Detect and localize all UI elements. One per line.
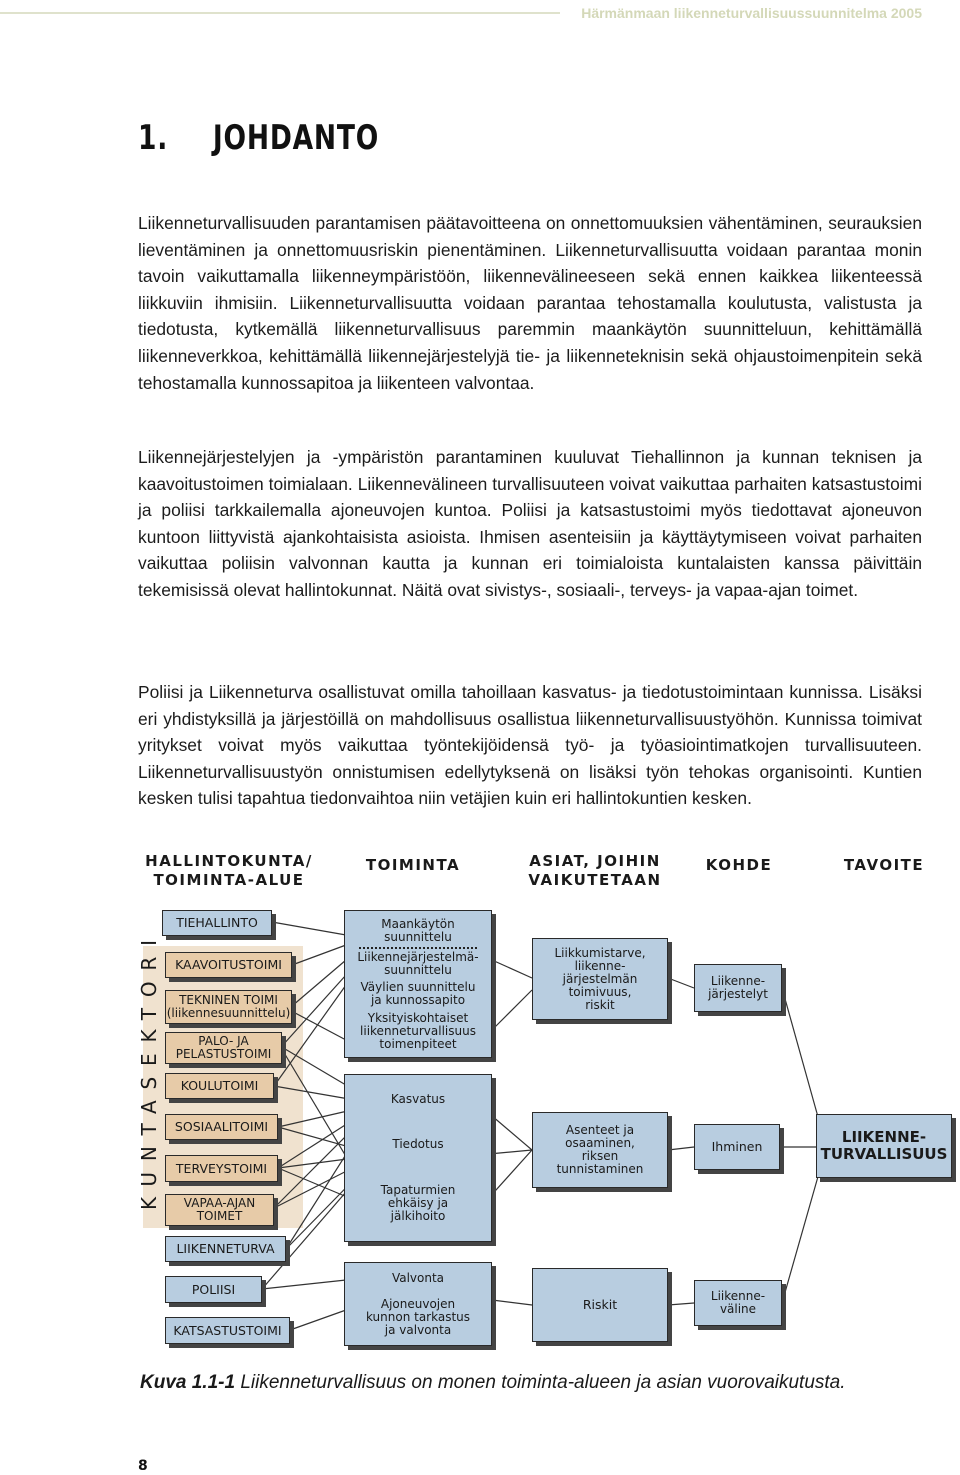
- caption-label: Kuva 1.1-1: [140, 1372, 236, 1393]
- box-liikennevaline: [694, 1280, 782, 1326]
- header-title: Härmänmaan liikenneturvallisuussuunnitelma 2005: [581, 5, 922, 21]
- connector: [492, 1300, 532, 1305]
- box-tekninen-toimi-label: TEKNINEN TOIMI (liikennesuunnittelu): [166, 992, 291, 1020]
- page-number: 8: [138, 1458, 148, 1474]
- box-liikenneturva-label: LIIKENNETURVA: [176, 1241, 275, 1256]
- box-terveystoimi-label: TERVEYSTOIMI: [175, 1160, 268, 1176]
- box-asenteet: [532, 1112, 668, 1188]
- box-sosiaalitoimi-label: SOSIAALITOIMI: [174, 1119, 269, 1134]
- connector: [668, 978, 694, 988]
- dotted-separator: [359, 947, 477, 949]
- paragraph-2: Liikennejärjestelyjen ja -ympäristön parantaminen kuuluvat Tiehallinnon ja kunnan teknisen ja kaavoitustoimen toimialaan. Liikennevälineen turvallisuuteen voivat vaikuttaa parhaiten katsastustoimi ja poliisi tarkkailemalla ajoneuvojen kuntoa. Poliisi ja katsastustoimi myös tiedottavat ajoneuvon kuntoon liittyvistä ajankohtaisista asioista. Ihmisen asenteisiin ja käyttäytymiseen voivat parhaiten vaikuttaa poliisin valvonnan kautta ja kunnan eri toimialoista kuntalaisten kanssa päivittäin tekemisissä olevat hallintokunnat. Näitä ovat sivistys-, sosiaali-, terveys- ja vapaa-ajan toimet.: [138, 447, 922, 600]
- asiat-riskit: Riskit: [582, 1297, 618, 1312]
- paragraph-1: Liikenneturvallisuuden parantamisen päätavoitteena on onnettomuuksien vähentäminen, seurauksien lieventäminen ja onnettomuusriskin pienentäminen. Liikenneturvallisuutta voidaan parantaa monin tavoin vaikuttamalla liikenneympäristöön, liikennevälineeseen sekä ennen kaikkea liikenteessä liikkuviin ihmisiin. Liikenneturvallisuutta voidaan parantaa tehostamalla koulutusta, valistusta ja tiedotusta, kytkemällä liikenneturvallisuus paremmin maankäytön suunnitteluun, kehittämällä liikenneverkkoa, kehittämällä liikennejärjestelyjä tie- ja liikenneteknisin sekä ohjaustoimenpitein sekä tehostamalla kunnossapitoa ja liikenteen valvontaa.: [138, 213, 922, 393]
- kohde-ihminen: Ihminen: [711, 1139, 763, 1154]
- kohde-liikennevaline: Liikenne- väline: [710, 1289, 766, 1316]
- box-liikkumistarve: [532, 938, 668, 1020]
- col-head-hallintokunta: HALLINTOKUNTA/ TOIMINTA-ALUE: [145, 852, 313, 889]
- box-kaavoitustoimi: [165, 952, 292, 978]
- box-ihminen: [694, 1124, 780, 1170]
- box-terveystoimi: [165, 1155, 278, 1182]
- box-koulutoimi: [165, 1073, 274, 1099]
- connector: [272, 922, 346, 935]
- box-tiehallinto: [162, 910, 272, 936]
- box-vapaa-ajan-toimet: [165, 1194, 274, 1226]
- box-liikennejarjestelyt: [694, 964, 782, 1012]
- box-sosiaalitoimi: [165, 1114, 278, 1140]
- box-tekninen-toimi: [165, 990, 292, 1024]
- box-poliisi-label: POLIISI: [191, 1281, 236, 1297]
- chapter-number: 1.: [138, 118, 169, 158]
- kohde-liikennejarjestelyt: Liikenne- järjestelyt: [708, 974, 768, 1001]
- connector: [262, 1280, 346, 1289]
- col-head-kohde: KOHDE: [705, 856, 773, 874]
- box-suunnittelu: [344, 910, 492, 1058]
- toiminta-vaylat: Väylien suunnittelu ja kunnossapito: [360, 979, 476, 1007]
- box-riskit: [532, 1268, 668, 1342]
- connector: [668, 1303, 694, 1305]
- figure-caption: [140, 1370, 920, 1395]
- connector: [292, 945, 346, 965]
- connector: [290, 1310, 346, 1330]
- box-palo-label: PALO- JA PELASTUSTOIMI: [175, 1033, 272, 1061]
- toiminta-maankaytto: Maankäytön suunnittelu: [381, 916, 455, 944]
- box-kaavoitustoimi-label: KAAVOITUSTOIMI: [175, 957, 282, 972]
- box-katsastustoimi: [165, 1317, 290, 1344]
- box-liikenneturvallisuus: [816, 1114, 952, 1178]
- box-katsastustoimi-label: KATSASTUSTOIMI: [173, 1322, 282, 1338]
- connector: [492, 960, 532, 978]
- toiminta-tiedotus: Tiedotus: [392, 1137, 444, 1152]
- chapter-title: JOHDANTO: [212, 118, 380, 158]
- box-vapaa-label: VAPAA-AJAN TOIMET: [183, 1195, 256, 1223]
- kuntasektori-label: KUNTASEKTORI: [137, 929, 161, 1210]
- caption-text: Liikenneturvallisuus on monen toiminta-alueen ja asian vuorovaikutusta.: [240, 1372, 846, 1393]
- asiat-liikkumistarve: Liikkumistarve, liikenne- järjestelmän toimivuus, riskit: [554, 945, 646, 1012]
- toiminta-valvonta: Valvonta: [391, 1270, 445, 1285]
- toiminta-yksityiskohtaiset: Yksityiskohtaiset liikenneturvallisuus toimenpiteet: [360, 1010, 476, 1051]
- toiminta-ajoneuvot: Ajoneuvojen kunnon tarkastus ja valvonta: [365, 1296, 471, 1337]
- toiminta-tapaturmat: Tapaturmien ehkäisy ja jälkihoito: [380, 1182, 456, 1223]
- box-valvonta: [344, 1262, 492, 1346]
- box-koulutoimi-label: KOULUTOIMI: [180, 1078, 259, 1093]
- col-head-asiat: ASIAT, JOIHIN VAIKUTETAAN: [528, 852, 662, 889]
- box-tiehallinto-label: TIEHALLINTO: [176, 915, 258, 930]
- connector: [292, 960, 346, 1006]
- box-palo-ja-pelastustoimi: [165, 1032, 282, 1064]
- box-poliisi: [165, 1276, 262, 1303]
- connector: [492, 990, 532, 1030]
- box-kasvatus-tiedotus: [344, 1074, 492, 1242]
- paragraph-3: Poliisi ja Liikenneturva osallistuvat omilla tahoillaan kasvatus- ja tiedotustoimintaan kunnissa. Lisäksi eri yhdistyksillä ja järjestöillä on mahdollisuus osallistua liikenneturvallisuustyöhön. Kunnissa toimivat yritykset voivat myös vaikuttaa työntekijöidensä työ- ja työasiointimatkojen turvallisuuteen. Liikenneturvallisuustyön onnistumisen edellytyksenä on lisäksi työn tehokas organisointi. Kuntien kesken tulisi tapahtua tiedonvaihtoa niin vetäjien kuin eri hallintokuntien kesken.: [138, 682, 922, 809]
- toiminta-liikennejarjestelma: Liikennejärjestelmä- suunnittelu: [357, 949, 479, 977]
- connector: [668, 1147, 694, 1150]
- box-liikenneturva: [165, 1236, 286, 1262]
- tavoite-liikenneturvallisuus: LIIKENNE- TURVALLISUUS: [820, 1128, 948, 1163]
- col-head-toiminta: TOIMINTA: [365, 856, 461, 874]
- col-head-tavoite: TAVOITE: [843, 856, 925, 874]
- toiminta-kasvatus: Kasvatus: [390, 1092, 446, 1107]
- asiat-asenteet: Asenteet ja osaaminen, riksen tunnistaminen: [556, 1123, 644, 1176]
